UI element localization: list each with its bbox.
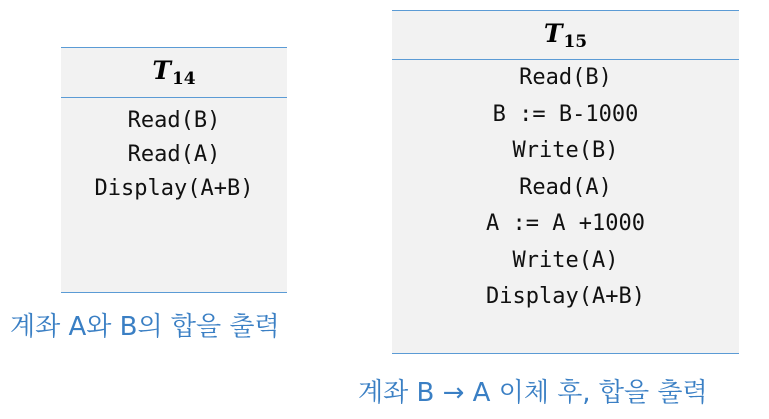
caption-t15: 계좌 B → A 이체 후, 합을 출력 bbox=[358, 378, 708, 408]
operation-line: Read(A) bbox=[127, 142, 221, 167]
operation-line: Read(B) bbox=[127, 108, 221, 133]
transaction-t14-operations bbox=[61, 98, 287, 293]
operation-line: A := A +1000 bbox=[486, 211, 645, 236]
transaction-t14 bbox=[61, 47, 287, 293]
operation-line: Write(B) bbox=[512, 138, 619, 163]
transaction-t15 bbox=[392, 10, 739, 354]
operation-line: Read(A) bbox=[519, 174, 612, 200]
transaction-t15-subscript: 15 bbox=[563, 31, 588, 52]
operation-line: Read(B) bbox=[519, 65, 612, 90]
operation-line: Display(A+B) bbox=[94, 176, 254, 201]
operation-line: B := B-1000 bbox=[492, 101, 639, 127]
transaction-t14-subscript: 14 bbox=[171, 69, 196, 89]
operation-line: Display(A+B) bbox=[486, 284, 645, 309]
transaction-t15-operations bbox=[392, 60, 739, 354]
transaction-t14-title: $T_{14}$ bbox=[152, 56, 196, 89]
caption-t14: 계좌 A와 B의 합을 출력 bbox=[10, 312, 280, 342]
operation-line: Write(A) bbox=[512, 247, 619, 273]
transaction-t15-header bbox=[392, 10, 739, 60]
transaction-t14-header bbox=[61, 47, 287, 98]
transaction-t15-title: $T_{15}$ bbox=[543, 18, 588, 52]
